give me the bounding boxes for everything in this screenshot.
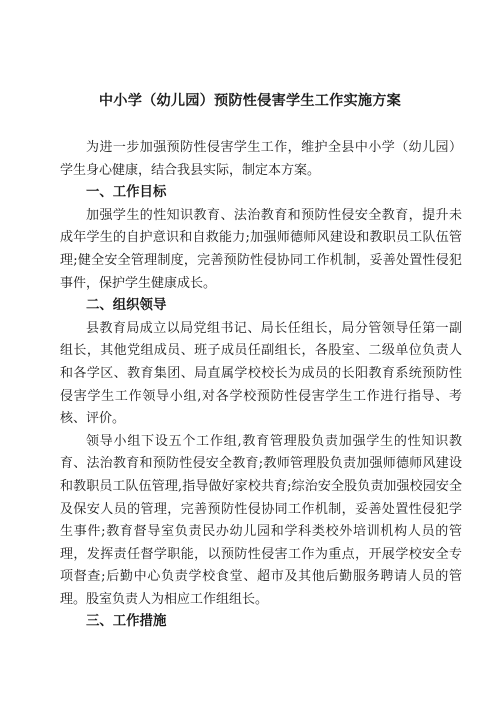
intro-paragraph: 为进一步加强预防性侵害学生工作，维护全县中小学（幼儿园）学生身心健康，结合我县实际，制定本方案。 (60, 140, 462, 178)
document-body (60, 137, 462, 634)
goals-paragraph: 加强学生的性知识教育、法治教育和预防性侵安全教育，提升未成年学生的自护意识和自救能力;加强师德师风建设和教职员工队伍管理;健全安全管理制度，完善预防性侵协同工作机制，妥善处置性侵犯事件，保护学生健康成长。 (60, 207, 462, 291)
section-heading-leadership: 二、组织领导 (86, 298, 167, 314)
section-heading-measures: 三、工作措施 (86, 614, 167, 630)
leadership-paragraph-2: 领导小组下设五个工作组,教育管理股负责加强学生的性知识教育、法治教育和预防性侵安全教育;教师管理股负责加强师德师风建设和教职员工队伍管理,指导做好家校共育;综治安全股负责加强校园安全及保安人员的管理，完善预防性侵协同工作机制，妥善处置性侵犯学生事件;教育督导室负责民办幼儿园和学科类校外培训机构人员的管理，发挥责任督学职能，以预防性侵害工作为重点，开展学校安全专项督查;后勤中心负责学校食堂、超市及其他后勤服务聘请人员的管理。股室负责人为相应工作组组长。 (60, 433, 462, 607)
section-heading-goals: 一、工作目标 (86, 185, 167, 201)
leadership-paragraph-1: 县教育局成立以局党组书记、局长任组长，局分管领导任第一副组长，其他党组成员、班子成员任副组长，各股室、二级单位负责人和各学区、教育集团、局直属学校校长为成员的长阳教育系统预防性侵害学生工作领导小组,对各学校预防性侵害学生工作进行指导、考核、评价。 (60, 320, 462, 427)
document-title: 中小学（幼儿园）预防性侵害学生工作实施方案 (98, 93, 402, 109)
